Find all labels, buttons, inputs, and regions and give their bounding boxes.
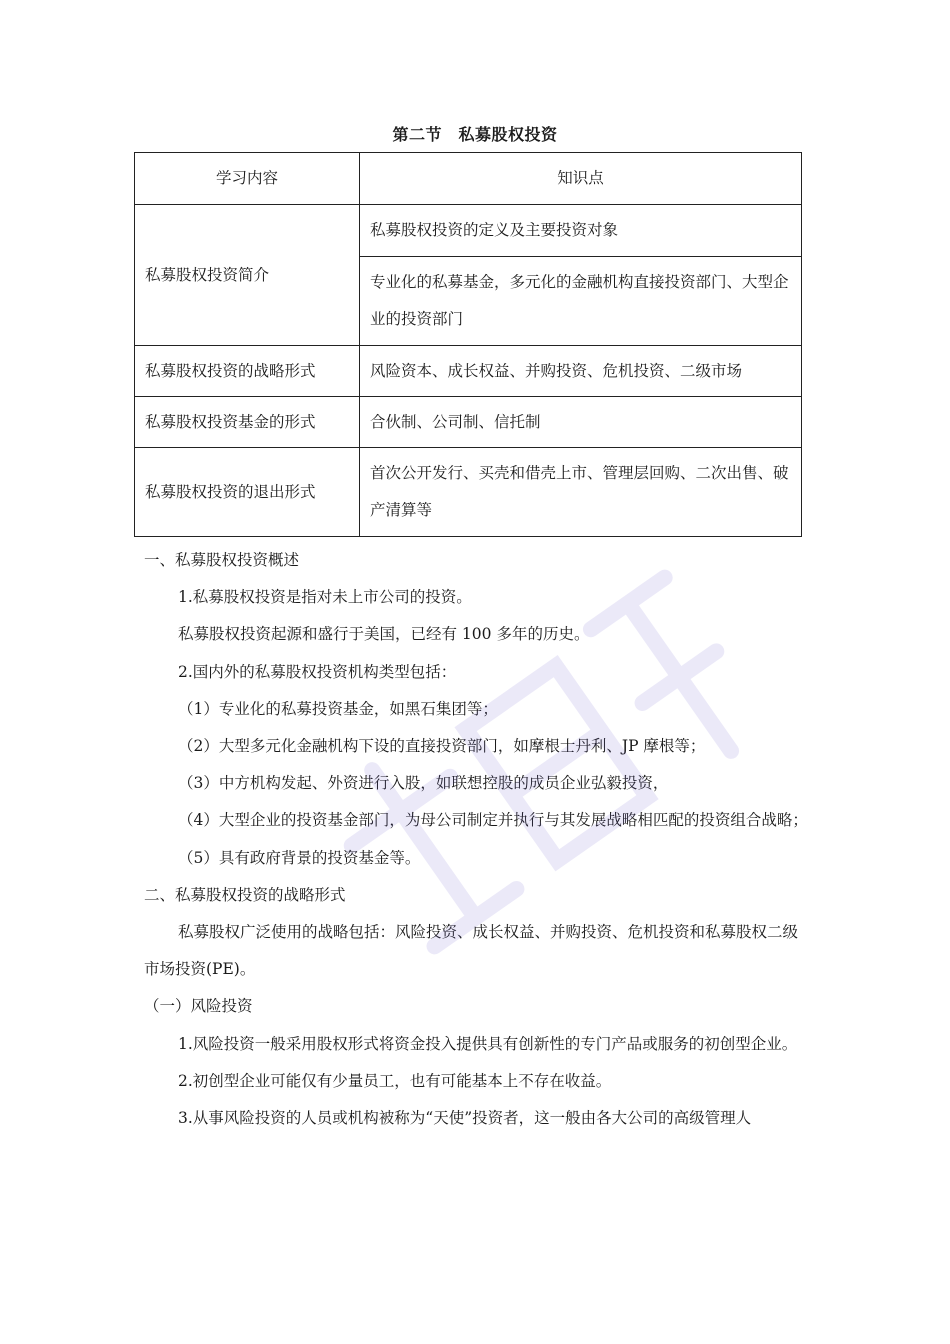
table-cell-point: 风险资本、成长权益、并购投资、危机投资、二级市场 <box>360 346 802 397</box>
list-item: （4）大型企业的投资基金部门，为母公司制定并执行与其发展战略相匹配的投资组合战略； <box>178 811 808 830</box>
table-cell-point: 私募股权投资的定义及主要投资对象 <box>360 205 802 257</box>
document-body <box>144 542 808 1137</box>
table-row <box>135 205 802 257</box>
table-header-cell: 学习内容 <box>135 153 360 205</box>
section-title: 第二节 私募股权投资 <box>392 125 558 144</box>
table-cell-point: 首次公开发行、买壳和借壳上市、管理层回购、二次出售、破产清算等 <box>360 448 802 537</box>
table-cell-topic: 私募股权投资基金的形式 <box>135 397 360 448</box>
table-cell-point: 合伙制、公司制、信托制 <box>360 397 802 448</box>
list-item: （3）中方机构发起、外资进行入股，如联想控股的成员企业弘毅投资， <box>178 774 669 793</box>
table-cell-point: 专业化的私募基金，多元化的金融机构直接投资部门、大型企业的投资部门 <box>360 257 802 346</box>
table-row <box>135 448 802 537</box>
table-cell-topic: 私募股权投资的退出形式 <box>135 448 360 537</box>
paragraph: 2.初创型企业可能仅有少量员工，也有可能基本上不存在收益。 <box>178 1071 612 1090</box>
table-row <box>135 346 802 397</box>
list-item: （5）具有政府背景的投资基金等。 <box>178 848 421 867</box>
heading-2: 二、私募股权投资的战略形式 <box>144 885 346 904</box>
knowledge-table <box>134 152 802 537</box>
table-row <box>135 397 802 448</box>
table-cell-topic: 私募股权投资的战略形式 <box>135 346 360 397</box>
paragraph: 1.私募股权投资是指对未上市公司的投资。 <box>178 588 472 607</box>
table-header-row <box>135 153 802 205</box>
list-item: （1）专业化的私募投资基金，如黑石集团等； <box>178 699 498 718</box>
table-cell-topic: 私募股权投资简介 <box>135 205 360 346</box>
subheading: （一）风险投资 <box>144 997 253 1016</box>
paragraph: 1.风险投资一般采用股权形式将资金投入提供具有创新性的专门产品或服务的初创型企业。 <box>178 1034 798 1053</box>
paragraph: 3.从事风险投资的人员或机构被称为“天使”投资者，这一般由各大公司的高级管理人 <box>178 1109 752 1128</box>
paragraph: 私募股权投资起源和盛行于美国，已经有 100 多年的历史。 <box>178 625 590 644</box>
table-header-cell: 知识点 <box>360 153 802 205</box>
paragraph: 2.国内外的私募股权投资机构类型包括： <box>178 662 457 681</box>
heading-1: 一、私募股权投资概述 <box>144 551 300 569</box>
paragraph: 私募股权广泛使用的战略包括：风险投资、成长权益、并购投资、危机投资和私募股权二级市场投资(PE)。 <box>144 923 799 979</box>
list-item: （2）大型多元化金融机构下设的直接投资部门，如摩根士丹利、JP 摩根等； <box>178 737 706 756</box>
